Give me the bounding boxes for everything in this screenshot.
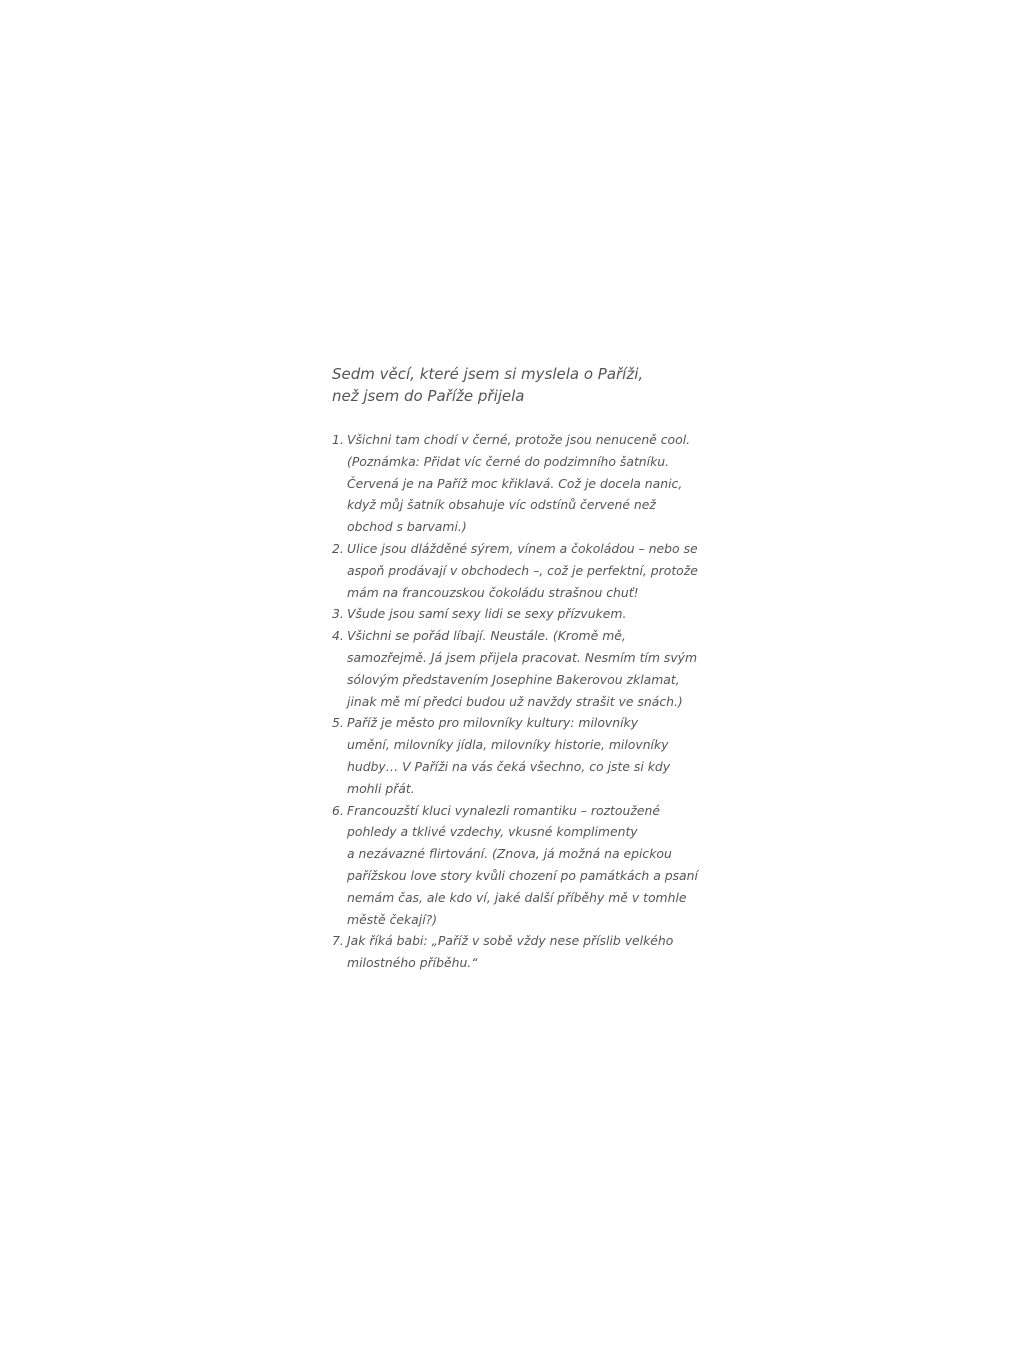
title-line-2: než jsem do Paříže přijela <box>332 387 525 405</box>
list-item-line: Červená je na Paříž moc křiklavá. Což je docela nanic, <box>347 475 683 491</box>
list-item-line: Ulice jsou dlážděné sýrem, vínem a čokoládou – nebo se <box>347 540 698 556</box>
list-item-number: 4. <box>332 628 344 644</box>
list-item-line: Jak říká babi: „Paříž v sobě vždy nese příslib velkého <box>347 933 674 949</box>
list-item-line: sólovým představením Josephine Bakerovou zklamat, <box>347 671 680 687</box>
list-item-line: Všude jsou samí sexy lidi se sexy přízvukem. <box>347 606 627 622</box>
list-item-text <box>347 603 702 625</box>
list-item-text <box>347 625 702 712</box>
chapter-title <box>332 363 712 407</box>
list-item-line: pařížskou love story kvůli chození po památkách a psaní <box>347 867 698 883</box>
title-line-1: Sedm věcí, které jsem si myslela o Paříži, <box>332 365 644 383</box>
list-item-line: Francouzští kluci vynalezli romantiku – roztoužené <box>347 802 660 818</box>
list-item-line: pohledy a tklivé vzdechy, vkusné komplimenty <box>347 824 638 840</box>
list-item-number: 3. <box>332 606 344 622</box>
list-item-number: 1. <box>332 432 344 447</box>
list-item-line: jinak mě mí předci budou už navždy strašit ve snách.) <box>347 693 683 709</box>
list-item <box>332 603 702 625</box>
list-item-line: aspoň prodávají v obchodech –, což je perfektní, protože <box>347 562 698 578</box>
list-item <box>332 712 702 799</box>
list-item-text <box>347 800 702 931</box>
list-item-line: když můj šatník obsahuje víc odstínů červené než <box>347 497 656 513</box>
list-item-line: a nezávazné flirtování. (Znova, já možná na epickou <box>347 846 672 862</box>
list-item-line: Všichni se pořád líbají. Neustále. (Kromě mě, <box>347 628 626 644</box>
list-item <box>332 429 702 538</box>
list-item <box>332 538 702 603</box>
list-item-number: 5. <box>332 715 344 731</box>
list-item-number: 7. <box>332 933 344 949</box>
list-item-line: samozřejmě. Já jsem přijela pracovat. Nesmím tím svým <box>347 649 698 665</box>
list-item-line: umění, milovníky jídla, milovníky historie, milovníky <box>347 737 669 753</box>
numbered-list <box>332 429 702 974</box>
list-item-text <box>347 429 702 538</box>
list-item-text <box>347 712 702 799</box>
list-item-line: mohli přát. <box>347 780 415 796</box>
list-item <box>332 625 702 712</box>
list-item-line: obchod s barvami.) <box>347 519 467 535</box>
list-item-line: mám na francouzskou čokoládu strašnou chuť! <box>347 584 639 600</box>
list-item-line: nemám čas, ale kdo ví, jaké další příběhy mě v tomhle <box>347 889 687 905</box>
list-item-line: (Poznámka: Přidat víc černé do podzimního šatníku. <box>347 453 670 469</box>
list-item-line: milostného příběhu.“ <box>347 955 478 971</box>
list-item-text <box>347 538 702 603</box>
list-item-line: Paříž je město pro milovníky kultury: milovníky <box>347 715 639 731</box>
list-item-text <box>347 930 702 974</box>
list-item-line: Všichni tam chodí v černé, protože jsou nenuceně cool. <box>347 432 691 447</box>
list-item-line: hudby… V Paříži na vás čeká všechno, co jste si kdy <box>347 758 671 774</box>
list-item-line: městě čekají?) <box>347 911 438 927</box>
list-item <box>332 800 702 931</box>
list-item-number: 2. <box>332 540 344 556</box>
list-item <box>332 930 702 974</box>
list-item-number: 6. <box>332 802 344 818</box>
